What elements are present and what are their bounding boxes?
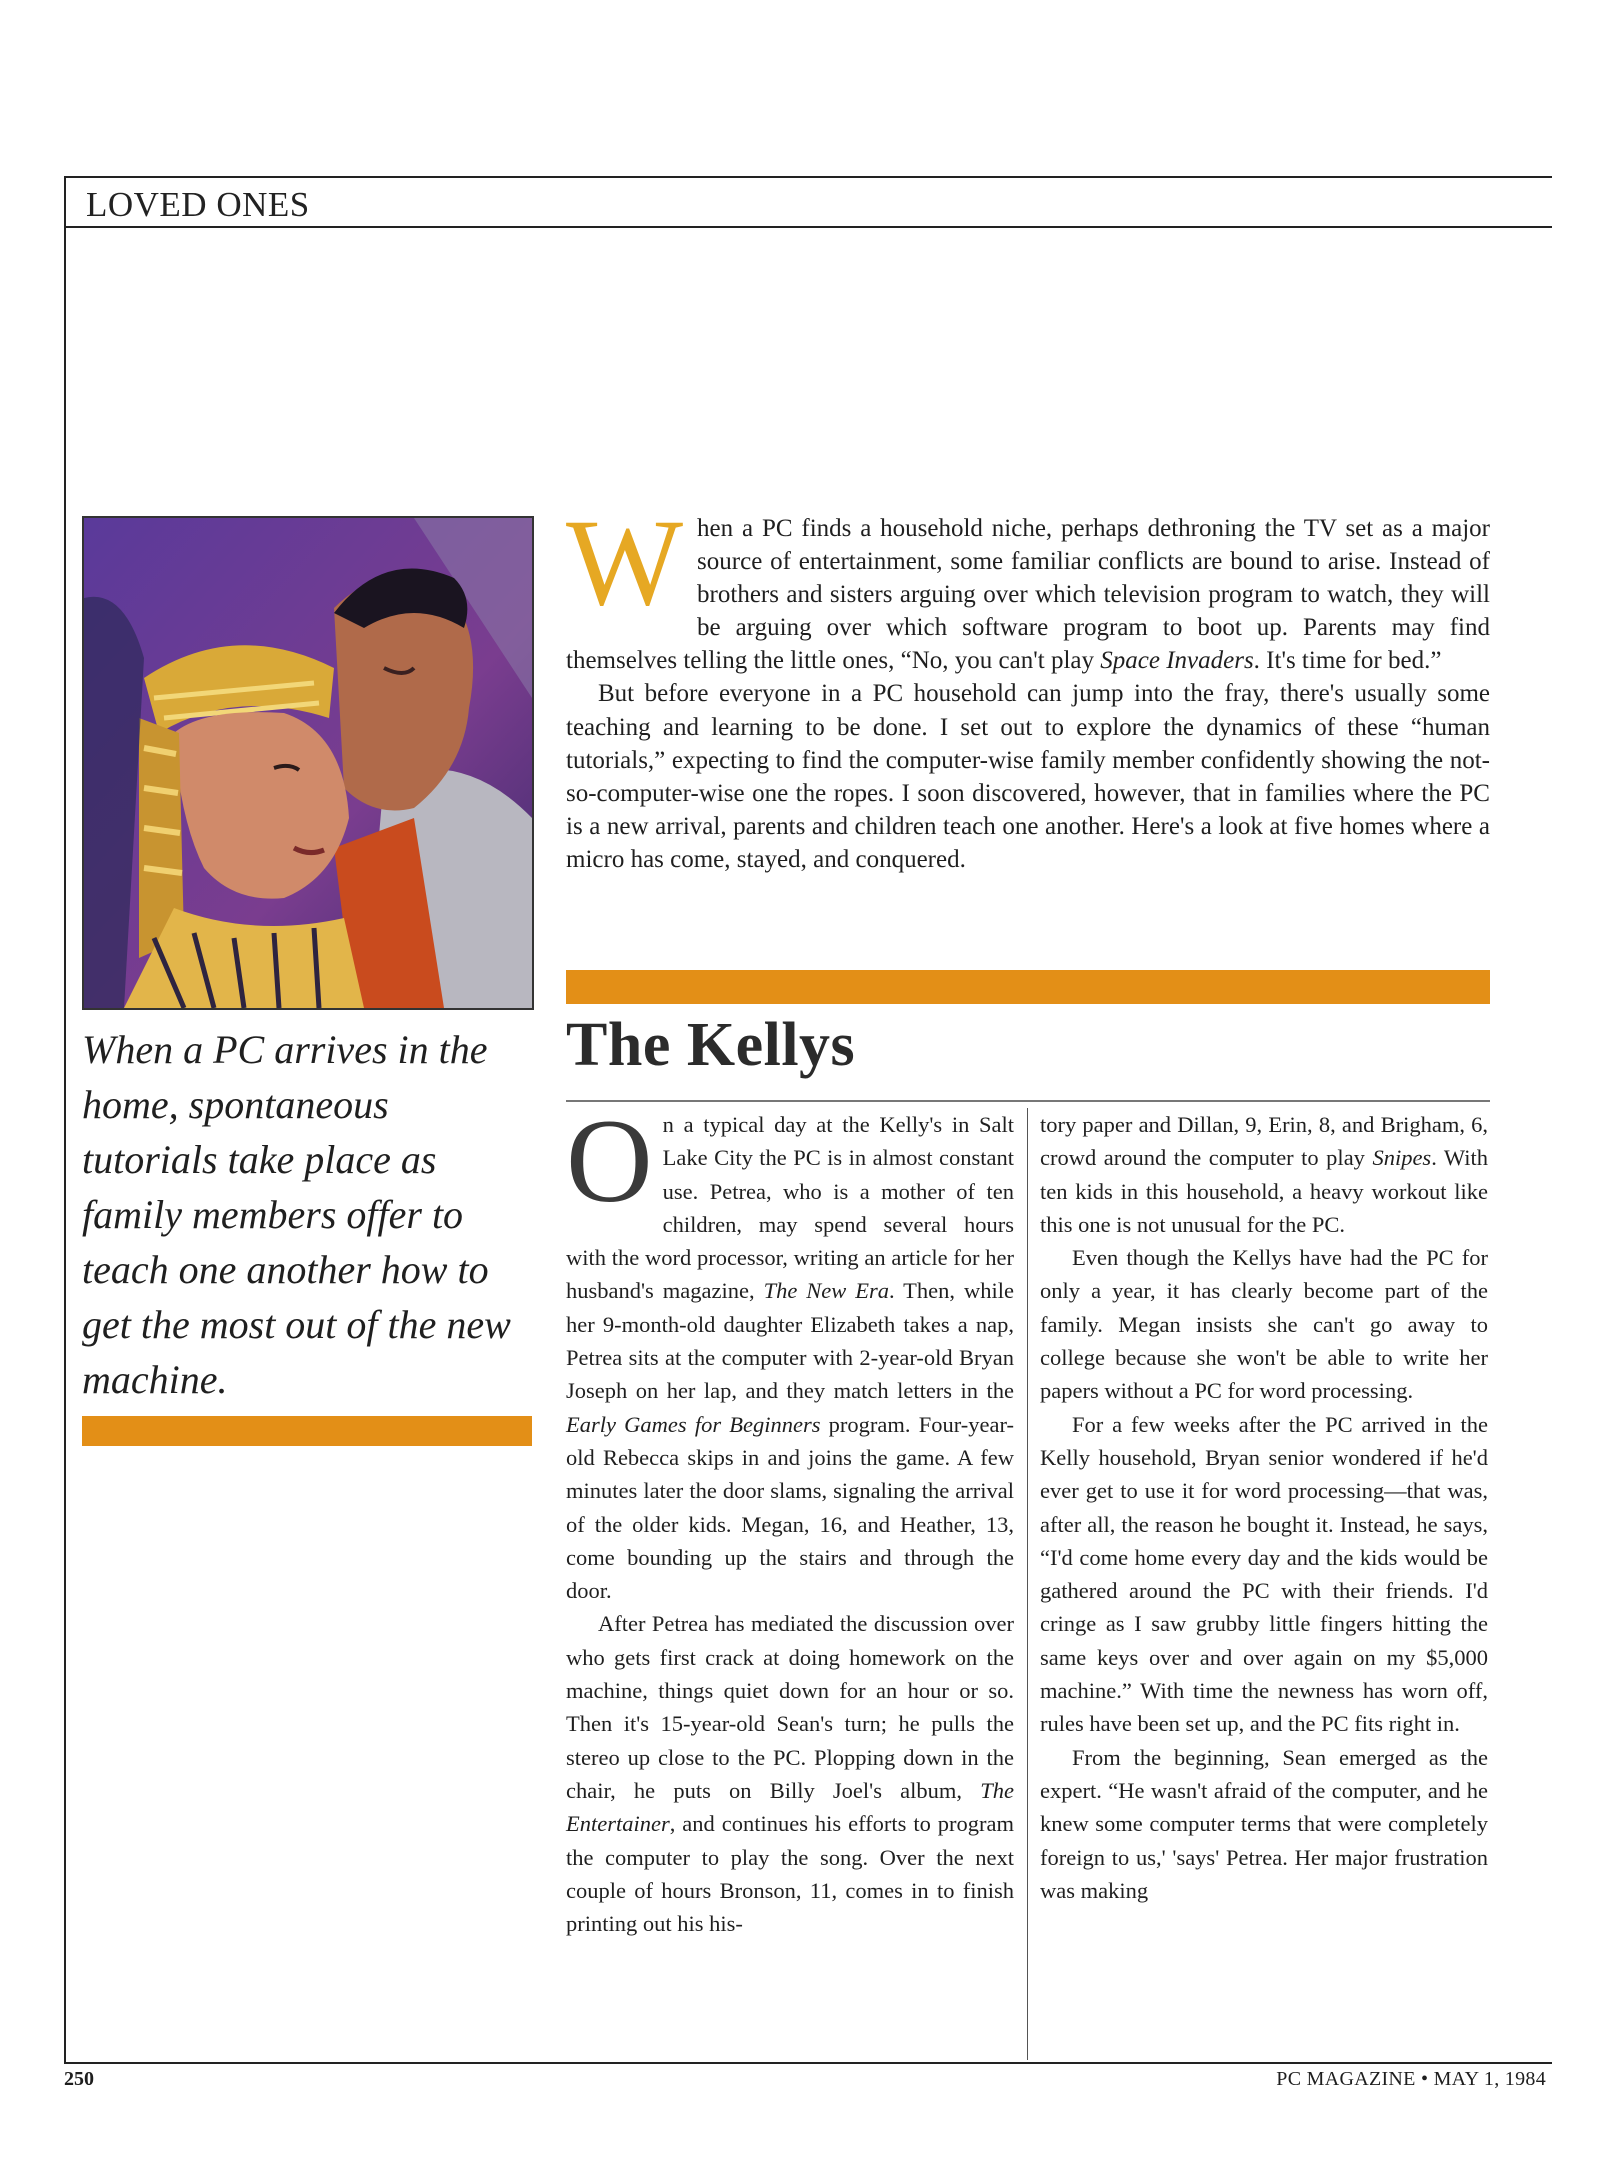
game-title: Space Invaders [1100,647,1254,675]
article-column-left [566,1094,1015,1940]
intro-text-part: hen a PC finds a household niche, perhaps dethroning the TV set as a major source of entertainment, some familiar conflicts are bound to arise. Instead of brothers and sisters arguing over which television program to watch, they will be arguing over which software program to boot up. Parents may find themselves telling the little ones, “No, you can't play [566,515,1490,675]
article-paragraph: From the beginning, Sean emerged as the expert. “He wasn't afraid of the computer, and he knew some computer terms that were completely foreign to us,' 'says' Petrea. Her major frustration was making [1040,1744,1488,1903]
pull-quote-bar [82,1416,532,1446]
section-heading-rule [566,1100,1490,1102]
article-illustration [82,516,534,1010]
article-text-part: n a typical day at the Kelly's in Salt Lake City the PC is in almost constant use. Petrea, who is a mother of ten children, may spend several hours with the word processor, writing an article for her husband's magazine, [566,1112,1014,1304]
article-text-part: . With ten kids in this household, a heavy workout like this one is not unusual for the PC. [1040,1145,1488,1237]
article-paragraph [566,1094,1015,1607]
page-frame-bottom [64,2062,1552,2064]
section-label: LOVED ONES [86,185,310,224]
footer-credit: PC MAGAZINE • MAY 1, 1984 [1276,2068,1546,2090]
article-text-part: tory paper and Dillan, 9, Erin, 8, and Brigham, 6, crowd around the computer to play [1040,1112,1488,1171]
column-divider [1027,1108,1028,2060]
page-number: 250 [64,2068,94,2090]
article-paragraph [566,1607,1014,1940]
section-heading: The Kellys [566,1011,856,1079]
page-frame-left [64,176,66,2062]
dropcap-o: O [566,1094,653,1227]
article-text-part: . Then, while her 9-month-old daughter Elizabeth takes a nap, Petrea sits at the computer with 2-year-old Bryan Joseph on her lap, and they match letters in the [566,1278,1014,1404]
article-paragraph: Even though the Kellys have had the PC for only a year, it has clearly become part of the family. Megan insists she can't go away to college because she won't be able to write her papers without a PC for word processing. [1040,1245,1488,1404]
intro-text-part: . It's time for bed.” [1253,647,1442,675]
game-title: Snipes [1372,1145,1432,1171]
page-frame-top [64,176,1552,178]
section-bar [566,970,1490,1004]
article-paragraph: For a few weeks after the PC arrived in the Kelly household, Bryan senior wondered if he'd ever get to use it for word processing—that was, after all, the reason he bought it. Instead, he says, “I'd come home every day and the kids would be gathered around the PC with their friends. I'd cringe as I saw grubby little fingers hitting the same keys over and over again on my $5,000 machine.” With time the newness has worn off, rules have been set up, and the PC fits right in. [1040,1411,1488,1737]
illustration-pharaoh-family-icon [84,518,532,1008]
article-text-part: , and continues his efforts to program the computer to play the song. Over the next couple of hours Bronson, 11, comes in to finish printing out his his- [566,1811,1014,1937]
dropcap-w: W [566,494,684,631]
pull-quote: When a PC arrives in the home, spontaneous tutorials take place as family members offer to teach one another how to get the most out of the new machine. [82,1027,511,1402]
intro-paragraph-2: But before everyone in a PC household can jump into the fray, there's usually some teaching and learning to be done. I set out to explore the dynamics of these “human tutorials,” expecting to find the computer-wise family member confidently showing the not-so-computer-wise one the ropes. I soon discovered, however, that in families where the PC is a new arrival, parents and children teach one another. Here's a look at five homes where a micro has come, stayed, and conquered. [566,680,1490,873]
article-text-part: After Petrea has mediated the discussion over who gets first crack at doing homework on the machine, things quiet down for an hour or so. Then it's 15-year-old Sean's turn; he pulls the stereo up close to the PC. Plopping down in the chair, he puts on Billy Joel's album, [566,1611,1014,1803]
header-rule [64,226,1552,228]
intro-paragraph-1 [566,494,1490,677]
album-title: The Entertainer [566,1777,1014,1837]
intro-text [566,494,1490,876]
program-title: Early Games for Beginners [566,1411,821,1437]
article-text-part: program. Four-year-old Rebecca skips in and joins the game. A few minutes later the door slams, signaling the arrival of the older kids. Megan, 16, and Heather, 13, come bounding up the stairs and through the door. [566,1411,1015,1604]
article-column-right [1040,1108,1488,1907]
magazine-title: The New Era [763,1278,889,1304]
article-paragraph [1040,1108,1488,1241]
